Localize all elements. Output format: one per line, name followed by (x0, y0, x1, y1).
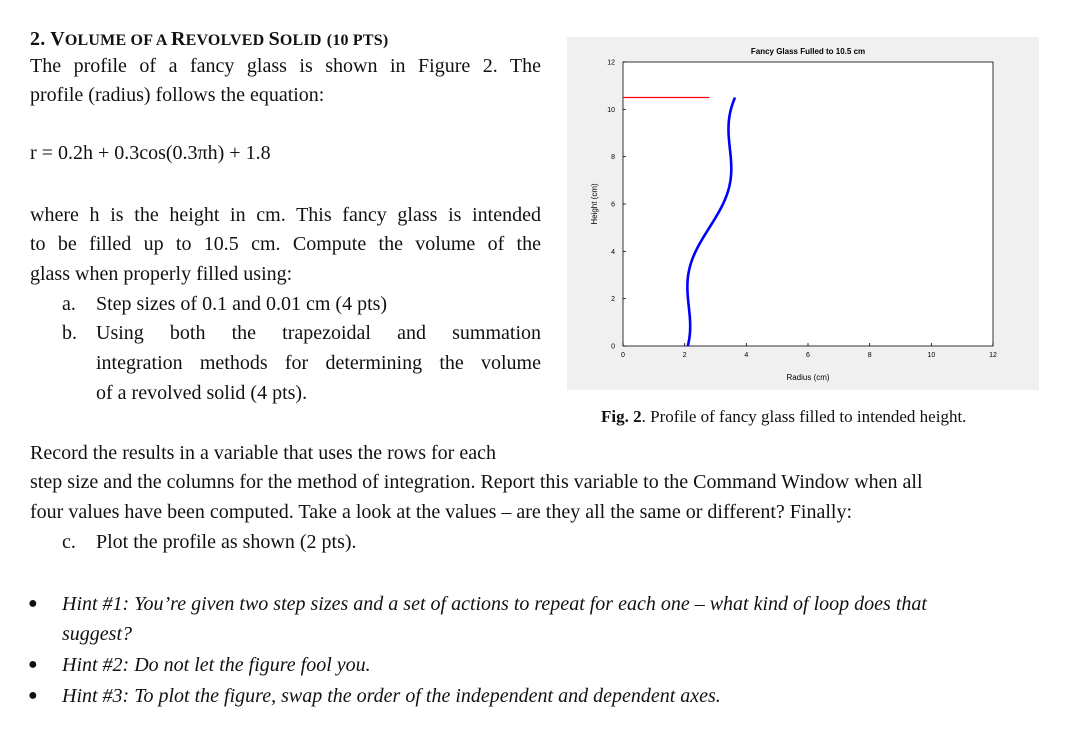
intro-line-2: profile (radius) follows the equation: (30, 84, 325, 106)
list-item-c: c. Plot the profile as shown (2 pts). (62, 531, 357, 553)
bullet-icon: ● (28, 656, 38, 673)
x-tick-label: 2 (682, 352, 687, 359)
plot-area (623, 62, 993, 346)
y-axis-label: Height (cm) (590, 183, 599, 225)
y-tick-label: 10 (607, 106, 615, 114)
record-line-1: Record the results in a variable that uses the rows for each (30, 442, 496, 464)
y-tick-label: 12 (607, 59, 615, 67)
x-tick-label: 0 (621, 352, 625, 359)
x-tick-label: 12 (989, 352, 997, 359)
y-tick-label: 8 (611, 154, 615, 162)
body-line-1: where h is the height in cm. This fancy glass is intended (30, 204, 541, 226)
intro-line-1: The profile of a fancy glass is shown in Figure 2. The (30, 55, 541, 77)
x-axis-label: Radius (cm) (786, 373, 830, 382)
figure-2 (567, 37, 1039, 390)
problem-title: 2. VOLUME OF A REVOLVED SOLID (10 PTS) (30, 28, 389, 50)
bullet-icon: ● (28, 595, 38, 612)
hint-2: ● Hint #2: Do not let the figure fool you. (62, 650, 371, 680)
hint-1: ● Hint #1: You’re given two step sizes and a set of actions to repeat for each one – what kind of loop does that suggest? (62, 589, 927, 649)
figure-caption: Fig. 2. Profile of fancy glass filled to intended height. (601, 407, 967, 426)
x-tick-label: 4 (744, 352, 749, 359)
list-item-b: b. Using both the trapezoidal and summation integration methods for determining the volume of a revolved solid (4 pts). (62, 322, 541, 404)
y-tick-label: 0 (611, 343, 615, 351)
x-tick-label: 8 (867, 352, 872, 359)
body-line-2: to be filled up to 10.5 cm. Compute the volume of the (30, 233, 541, 255)
list-item-a: a. Step sizes of 0.1 and 0.01 cm (4 pts) (62, 293, 388, 315)
problem-number: 2. (30, 28, 46, 50)
caption-label: Fig. 2 (601, 407, 642, 426)
profile-chart (567, 37, 1039, 390)
hint-3: ● Hint #3: To plot the figure, swap the order of the independent and dependent axes. (62, 681, 721, 711)
y-tick-label: 4 (611, 248, 615, 256)
chart-title: Fancy Glass Fulled to 10.5 cm (750, 47, 866, 56)
body-line-3: glass when properly filled using: (30, 263, 293, 285)
record-line-3: four values have been computed. Take a look at the values – are they all the same or different? Finally: (30, 501, 853, 523)
record-line-2: step size and the columns for the method of integration. Report this variable to the Command Window when all (30, 471, 923, 493)
y-tick-label: 2 (611, 296, 615, 304)
profile-equation: r = 0.2h + 0.3cos(0.3πh) + 1.8 (30, 142, 271, 164)
problem-points: (10 PTS) (326, 32, 389, 49)
x-tick-label: 6 (806, 352, 810, 359)
y-tick-label: 6 (611, 201, 615, 209)
x-tick-label: 10 (927, 352, 936, 359)
bullet-icon: ● (28, 687, 38, 704)
